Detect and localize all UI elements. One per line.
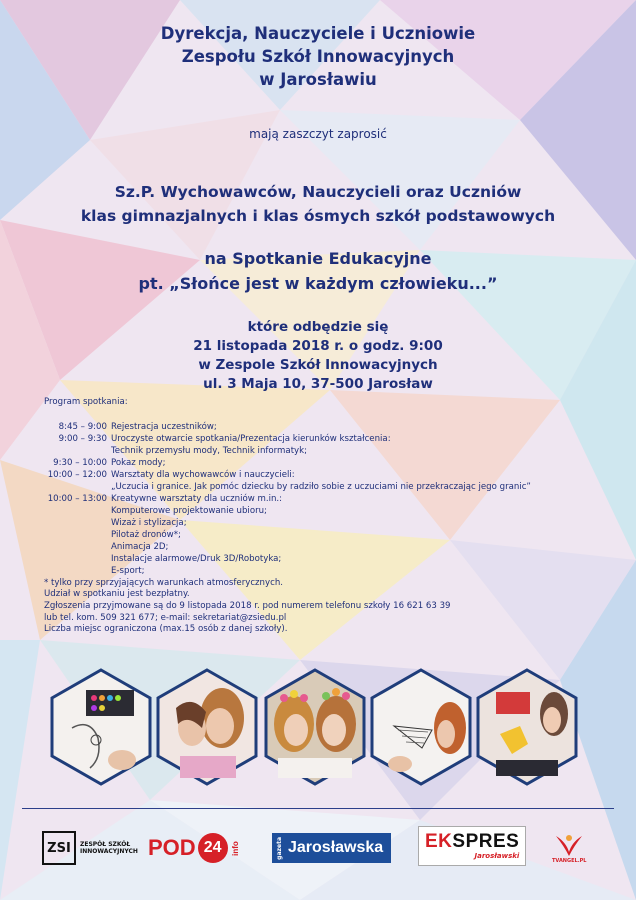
- header-line: Dyrekcja, Nauczyciele i Uczniowie: [160, 24, 476, 43]
- pod24-pod: POD: [148, 835, 196, 860]
- program-time: 9:00 – 9:30: [58, 434, 107, 444]
- event-line: na Spotkanie Edukacyjne: [204, 249, 432, 268]
- program-desc: Warsztaty dla wychowawców i nauczycieli:: [111, 470, 295, 480]
- header-block: [0, 22, 636, 91]
- info-contact: lub tel. kom. 509 321 677; e-mail: sekretariat@zsiedu.pl: [44, 612, 287, 623]
- program-note: * tylko przy sprzyjających warunkach atmosferycznych.: [44, 578, 283, 588]
- when-block: [0, 318, 636, 394]
- info-line: Zgłoszenia przyjmowane są do 9 listopada 2018 r. pod numerem telefonu szkoły 16 621 63 39: [44, 600, 451, 611]
- invite-text: mają zaszczyt zaprosić: [249, 127, 387, 141]
- program-desc: Rejestracja uczestników;: [111, 422, 217, 432]
- flower-crown-photo: [264, 668, 366, 786]
- guests-line: Sz.P. Wychowawców, Nauczycieli oraz Uczniów: [114, 183, 522, 201]
- program-row: [44, 505, 624, 517]
- divider-line: [22, 808, 614, 809]
- program-desc: Instalacje alarmowe/Druk 3D/Robotyka;: [111, 554, 282, 564]
- program-row: [44, 493, 624, 505]
- program-row: [44, 433, 624, 445]
- pod24-logo: [148, 826, 242, 870]
- photo-strip: [0, 662, 636, 797]
- program-row: [44, 469, 624, 481]
- program-desc: Technik przemysłu mody, Technik informatyk;: [111, 446, 308, 456]
- guests-line: klas gimnazjalnych i klas ósmych szkół podstawowych: [80, 207, 556, 225]
- info-line: Liczba miejsc ograniczona (max.15 osób z danej szkoły).: [44, 624, 288, 635]
- program-time: [44, 445, 111, 457]
- makeup-photo: [156, 668, 258, 786]
- sewing-photo: [476, 668, 578, 786]
- event-block: [0, 246, 636, 296]
- program-desc: Kreatywne warsztaty dla uczniów m.in.:: [111, 494, 283, 504]
- pod24-info: info: [230, 840, 240, 856]
- when-line: które odbędzie się: [247, 319, 389, 335]
- event-title: pt. „Słońce jest w każdym człowieku...”: [138, 274, 498, 293]
- event-date: 21 listopada 2018 r. o godz. 9:00: [193, 338, 443, 354]
- program-time: [44, 529, 111, 541]
- header-line: Zespołu Szkół Innowacyjnych: [181, 47, 455, 66]
- program-block: [44, 396, 624, 589]
- angel-icon: [552, 832, 586, 858]
- program-desc: Uroczyste otwarcie spotkania/Prezentacja kierunków kształcenia:: [111, 434, 391, 444]
- sponsor-logos: [0, 826, 636, 878]
- program-desc: Animacja 2D;: [111, 542, 169, 552]
- gazeta-jaroslawska-logo: [272, 826, 391, 870]
- info-line: Udział w spotkaniu jest bezpłatny.: [44, 589, 190, 599]
- program-row: [44, 481, 624, 493]
- program-row: [44, 421, 624, 433]
- program-time: [44, 505, 111, 517]
- zsi-text: ZESPÓŁ SZKÓŁ INNOWACYJNYCH: [80, 841, 138, 855]
- program-row: [44, 553, 624, 565]
- program-desc: Pilotaż dronów*;: [111, 530, 181, 540]
- zsi-logo: [42, 826, 138, 870]
- program-title: Program spotkania:: [44, 397, 128, 407]
- gazeta-label: gazeta: [276, 836, 283, 860]
- ekspres-ek: EK: [425, 831, 453, 852]
- tvangel-logo: [552, 826, 586, 870]
- pod24-number: 24: [198, 833, 228, 863]
- program-desc: Komputerowe projektowanie ubioru;: [111, 506, 267, 516]
- event-address: ul. 3 Maja 10, 37-500 Jarosław: [203, 376, 433, 392]
- program-row: [44, 565, 624, 577]
- guests-block: [0, 180, 636, 228]
- program-row: [44, 445, 624, 457]
- program-time: [44, 553, 111, 565]
- info-block: [44, 589, 624, 636]
- drawing-photo: [370, 668, 472, 786]
- program-time: 10:00 – 13:00: [47, 494, 107, 504]
- ekspres-sub: Jarosławski: [474, 852, 520, 860]
- program-time: 9:30 – 10:00: [53, 458, 107, 468]
- ekspres-rest: SPRES: [452, 831, 520, 852]
- program-time: [44, 481, 111, 493]
- fashion-sketch-photo: [50, 668, 152, 786]
- program-row: [44, 541, 624, 553]
- program-time: 10:00 – 12:00: [47, 470, 107, 480]
- ekspres-logo: [418, 826, 526, 866]
- event-venue: w Zespole Szkół Innowacyjnych: [198, 357, 438, 373]
- program-row: [44, 457, 624, 469]
- program-time: 8:45 – 9:00: [58, 422, 107, 432]
- program-time: [44, 541, 111, 553]
- header-line: w Jarosławiu: [259, 70, 377, 89]
- program-row: [44, 517, 624, 529]
- program-row: [44, 529, 624, 541]
- program-time: [44, 517, 111, 529]
- jaroslawska-label: Jarosławska: [288, 839, 384, 856]
- program-time: [44, 565, 111, 577]
- program-desc: Wizaż i stylizacja;: [111, 518, 187, 528]
- tvangel-text: TVANGEL.PL: [552, 858, 587, 864]
- program-desc: Pokaz mody;: [111, 458, 166, 468]
- zsi-mark: ZSI: [42, 831, 76, 865]
- program-desc: „Uczucia i granice. Jak pomóc dziecku by radziło sobie z uczuciami nie przekraczając jego granic”: [111, 482, 531, 492]
- program-desc: E-sport;: [111, 566, 145, 576]
